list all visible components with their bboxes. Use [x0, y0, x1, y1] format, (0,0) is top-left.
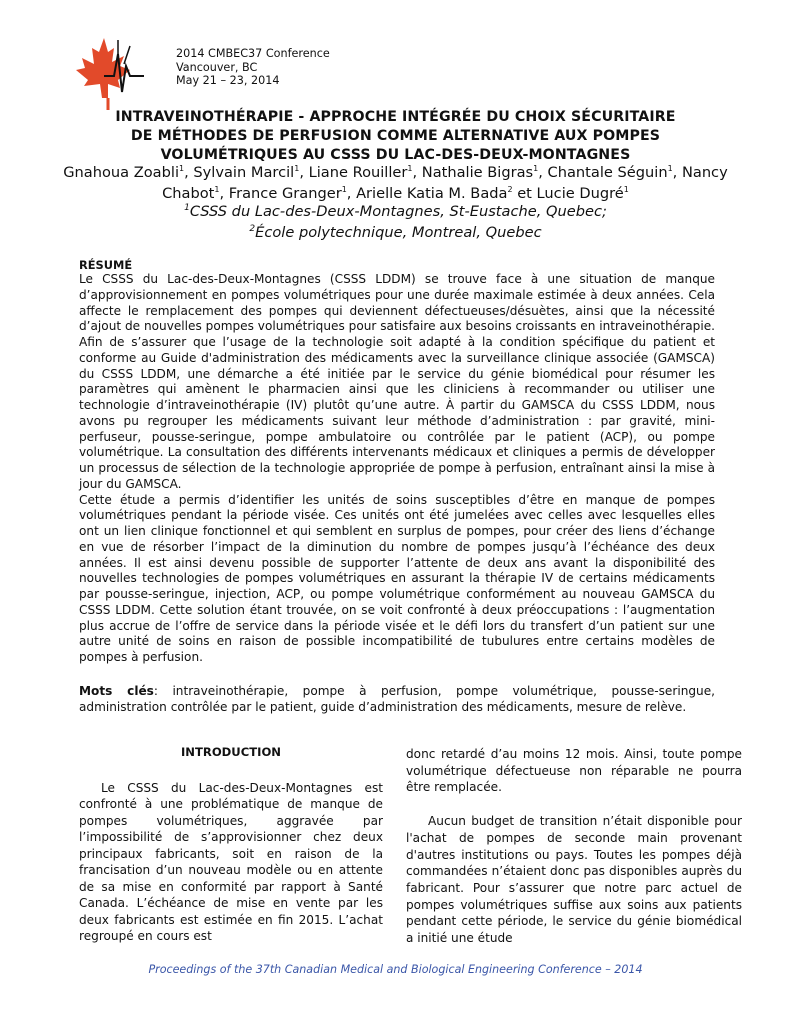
author-affiliation-mark: 1: [407, 164, 413, 174]
author-separator: et: [512, 185, 537, 202]
author-name: France Granger: [228, 185, 342, 202]
author-name: Liane Rouiller: [308, 164, 408, 181]
author-separator: ,: [219, 185, 229, 202]
author-separator: ,: [184, 164, 194, 181]
right-column: [406, 746, 742, 947]
author-separator: ,: [346, 185, 357, 202]
affiliation-1: $^1$CSSS du Lac-des-Deux-Montagnes, St-Eustache, Quebec;: [184, 203, 607, 220]
title-line-1: INTRAVEINOTHÉRAPIE - APPROCHE INTÉGRÉE DU CHOIX SÉCURITAIRE: [115, 109, 676, 125]
author-name: Nancy Chabot: [162, 164, 728, 202]
author-separator: ,: [672, 164, 682, 181]
title-line-3: VOLUMÉTRIQUES AU CSSS DU LAC-DES-DEUX-MONTAGNES: [160, 147, 631, 163]
author-affiliation-mark: 2: [507, 185, 513, 195]
paper-title: [60, 108, 731, 165]
author-name: Lucie Dugré: [536, 185, 624, 202]
abstract-body: [79, 272, 715, 666]
keywords-text: : intraveinothérapie, pompe à perfusion, pompe volumétrique, pousse-seringue, administration contrôlée par le patient, guide d’administration des médicaments, mesure de relève.: [79, 684, 715, 714]
introduction-paragraph: Aucun budget de transition n’était disponible pour l'achat de pompes de seconde main provenant d'autres institutions ou pays. Toutes les pompes déjà commandées n’étaient donc pas disponibles auprès du fabricant. Pour s’assurer que notre parc actuel de pompes volumétriques suffise aux soins aux patients pendant cette période, le service du génie biomédical a initié une étude: [406, 814, 742, 946]
author-separator: ,: [412, 164, 422, 181]
introduction-paragraph: donc retardé d’au moins 12 mois. Ainsi, toute pompe volumétrique défectueuse non réparable ne pourra être remplacée.: [406, 747, 742, 795]
author-affiliation-mark: 1: [623, 185, 629, 195]
conference-name: 2014 CMBEC37 Conference: [176, 47, 330, 60]
left-column: [79, 744, 383, 945]
conference-logo: [74, 36, 146, 112]
keywords: [79, 683, 715, 715]
author-affiliation-mark: 1: [294, 164, 300, 174]
conference-location: Vancouver, BC: [176, 60, 258, 74]
author-affiliation-mark: 1: [179, 164, 185, 174]
conference-dates: May 21 – 23, 2014: [176, 74, 280, 88]
author-affiliation-mark: 1: [533, 164, 539, 174]
introduction-heading: INTRODUCTION: [180, 745, 282, 759]
affiliations: [60, 201, 731, 243]
maple-leaf-ecg-icon: [74, 36, 146, 112]
author-affiliation-mark: 1: [341, 185, 347, 195]
abstract-heading: RÉSUMÉ: [79, 258, 133, 272]
abstract-paragraph: Cette étude a permis d’identifier les unités de soins susceptibles d’être en manque de pompes volumétriques pendant la période visée. Ces unités ont été jumelées avec celles avec lesquelles elles ont un lien clinique fonctionnel et qui semblent en surplus de pompes, pour créer des liens d’échange en vue de résorber l’impact de la diminution du nombre de pompes jusqu’à l’échéance des deux années. Il est ainsi devenu possible de supporter l’attente de deux ans avant la disponibilité des nouvelles technologies de pompes volumétriques en assurant la thérapie IV de certains médicaments par pousse-seringue, injection, ACP, ou pompe volumétrique conformément au nouveau GAMSCA du CSSS LDDM. Cette solution étant trouvée, on se voit confronté à deux préoccupations : l’augmentation plus accrue de l’offre de service dans la période visée et le défi lors du transfert d’un patient sur une autre unité de soins en raison de possible incompatibilité de tubulures entre certains modèles de pompes à perfusion.: [79, 492, 715, 664]
author-name: Arielle Katia M. Bada: [356, 185, 508, 202]
keywords-label: Mots clés: [79, 684, 154, 698]
conference-info: [176, 47, 330, 88]
author-separator: ,: [299, 164, 309, 181]
introduction-paragraph: Le CSSS du Lac-des-Deux-Montagnes est confronté à une problématique de manque de pompes volumétriques, aggravée par l’impossibilité de s’approvisionner chez deux principaux fabricants, soit en raison de la francisation d’un nouveau modèle ou en attente de sa mise en conformité par rapport à Santé Canada. L’échéance de mise en vente par les deux fabricants est estimée en fin 2015. L’achat regroupé en cours est: [79, 780, 383, 943]
author-affiliation-mark: 1: [667, 164, 673, 174]
title-line-2: DE MÉTHODES DE PERFUSION COMME ALTERNATIVE AUX POMPES: [130, 128, 661, 144]
author-list: [60, 162, 731, 204]
author-separator: ,: [538, 164, 548, 181]
affiliation-2: $^2$École polytechnique, Montreal, Quebec: [249, 224, 542, 241]
author-name: Nathalie Bigras: [421, 164, 534, 181]
proceedings-footer: Proceedings of the 37th Canadian Medical and Biological Engineering Conference – 2014: [148, 963, 643, 976]
author-affiliation-mark: 1: [214, 185, 220, 195]
author-name: Sylvain Marcil: [193, 164, 295, 181]
abstract-paragraph: Le CSSS du Lac-des-Deux-Montagnes (CSSS LDDM) se trouve face à une situation de manque d’approvisionnement en pompes volumétriques pour une durée maximale estimée à deux années. Cela affecte le remplacement des pompes qui deviennent défectueuses/désuètes, ainsi que la nécessité d’ajout de nouvelles pompes volumétriques pour satisfaire aux besoins croissants en intraveinothérapie. Afin de s’assurer que l’usage de la technologie soit adapté à la condition spécifique du patient et conforme au Guide d'administration des médicaments avec la surveillance clinique associée (GAMSCA) du CSSS LDDM, une démarche a été initiée par le service du génie biomédical pour résumer les paramètres qui amènent le pharmacien ainsi que les cliniciens à recommander ou utiliser une technologie d’intraveinothérapie (IV) plutôt qu’une autre. À partir du GAMSCA du CSSS LDDM, nous avons pu regrouper les médicaments suivant leur méthode d’administration : par gravité, mini-perfuseur, pousse-seringue, pompe ambulatoire ou contrôlée par le patient (ACP), ou pompe volumétrique. La consultation des différents intervenants médicaux et cliniques a permis de développer un processus de sélection de la technologie appropriée de pompe à perfusion, entraînant ainsi la mise à jour du GAMSCA.: [79, 272, 715, 491]
author-name: Gnahoua Zoabli: [63, 164, 180, 181]
author-name: Chantale Séguin: [547, 164, 668, 181]
